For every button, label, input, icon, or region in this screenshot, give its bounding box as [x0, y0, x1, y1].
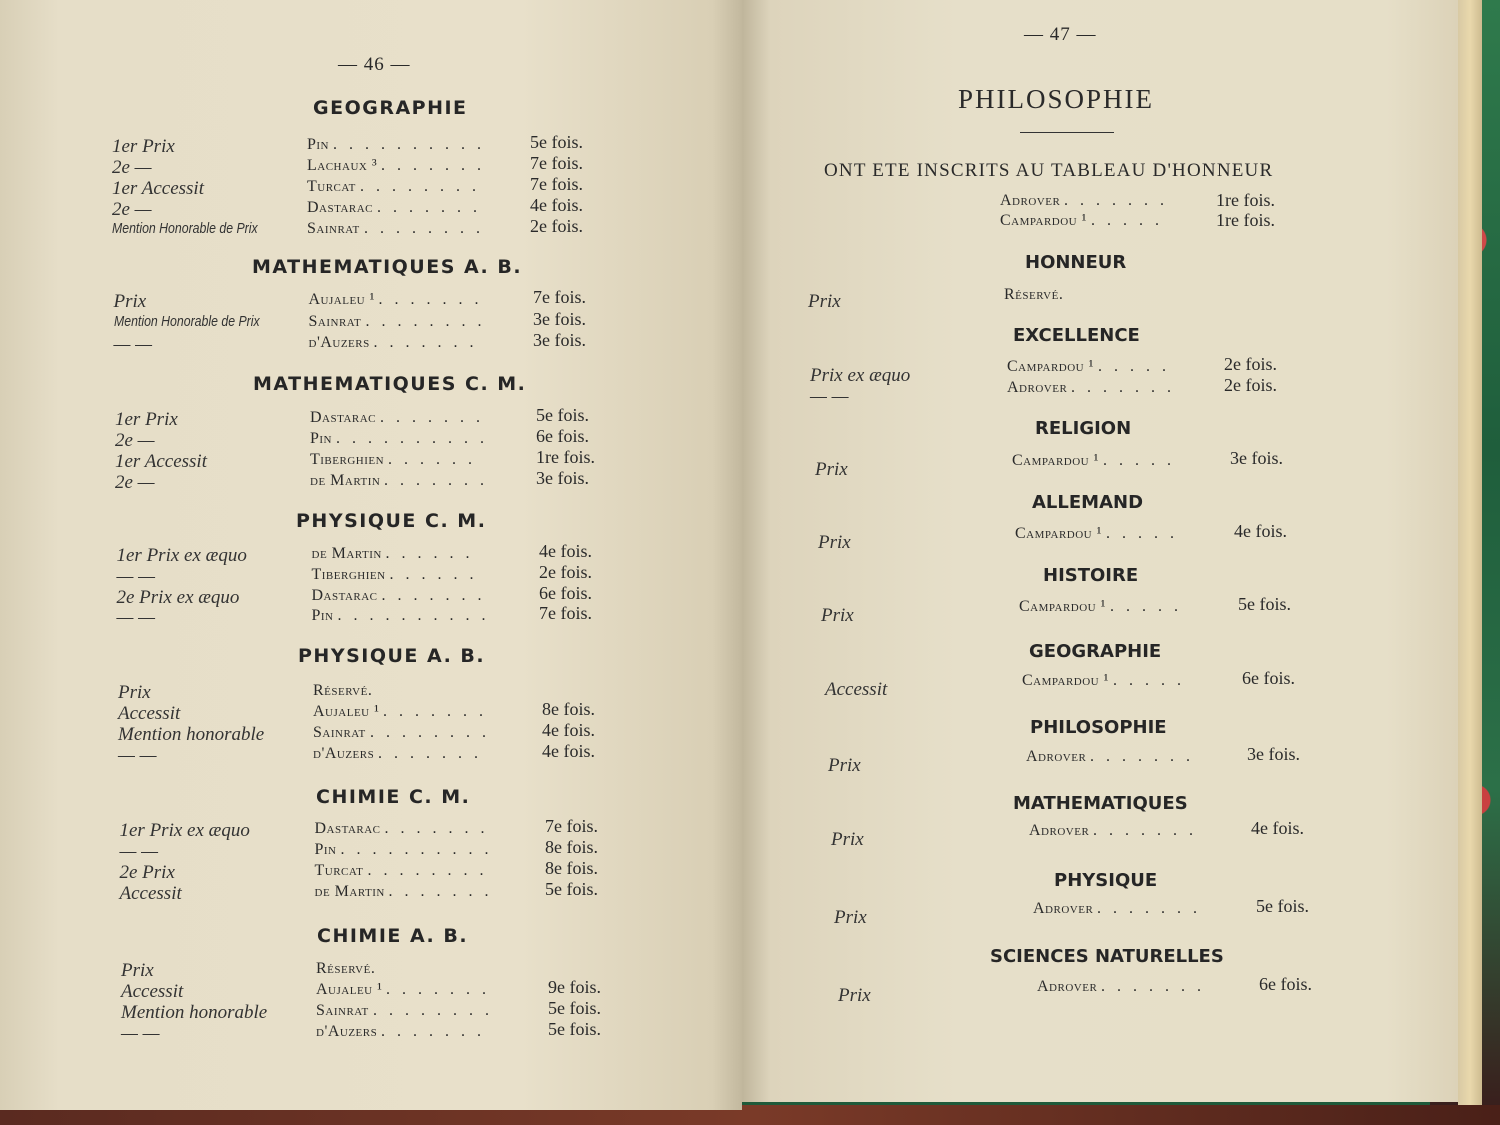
leader-dots: . . . . . . .	[381, 587, 486, 604]
leader-dots: . . . . . . .	[373, 334, 478, 351]
leader-dots: . . . . . . .	[384, 472, 488, 489]
student-name: Lachaux ³	[307, 157, 378, 174]
student-name: Sainrat	[316, 1002, 369, 1019]
prize-label: 1er Accessit	[112, 178, 204, 199]
leader-dots: . . . . . . . .	[365, 313, 486, 330]
student-name: Campardou ¹	[1019, 598, 1106, 615]
honor-roll-heading: ONT ETE INSCRITS AU TABLEAU D'HONNEUR	[824, 160, 1274, 181]
student-name: Réservé.	[1004, 286, 1064, 303]
title-rule	[1020, 132, 1114, 133]
prize-label: — —	[116, 607, 156, 628]
student-name: Adrover	[1033, 900, 1094, 917]
prize-label: 2e —	[115, 472, 155, 493]
leader-dots: . . . . .	[1091, 212, 1163, 229]
prize-label: — —	[810, 386, 849, 407]
student-name: Dastarac	[310, 409, 377, 426]
times-count: 6e fois.	[536, 426, 589, 446]
leader-dots: . . . . . . .	[381, 157, 485, 174]
prize-label: Prix	[831, 829, 864, 850]
student-name: Réservé.	[313, 682, 373, 699]
prize-label: Prix	[821, 605, 854, 626]
page-edge	[1458, 0, 1482, 1105]
student-name: Sainrat	[307, 220, 360, 237]
student-name: Campardou ¹	[1012, 452, 1099, 469]
times-count: 2e fois.	[1224, 354, 1277, 374]
times-count: 3e fois.	[1230, 448, 1283, 468]
prize-label: 2e Prix ex æquo	[116, 587, 240, 608]
times-count: 4e fois.	[542, 720, 595, 740]
student-name: Campardou ¹	[1007, 358, 1094, 375]
prize-label: Prix	[818, 532, 851, 553]
times-count: 8e fois.	[545, 837, 598, 857]
prize-label: Mention honorable	[118, 724, 265, 745]
times-count: 4e fois.	[542, 741, 595, 761]
prize-label: — —	[116, 566, 156, 587]
prize-label: — —	[121, 1023, 160, 1044]
prize-label: Mention honorable	[121, 1002, 268, 1023]
leader-dots: . . . . . . .	[1090, 748, 1194, 765]
section-title: MATHEMATIQUES	[1013, 793, 1188, 814]
times-count: 1re fois.	[1216, 210, 1275, 230]
leader-dots: . . . . . . .	[378, 291, 483, 308]
leader-dots: . . . . . . .	[1071, 379, 1175, 396]
prize-label: Accessit	[118, 703, 181, 724]
times-count: 7e fois.	[530, 153, 583, 173]
student-name: Turcat	[307, 178, 356, 195]
times-count: 7e fois.	[533, 287, 586, 307]
student-name: Turcat	[314, 862, 364, 879]
leader-dots: . . . . . . .	[1064, 192, 1168, 209]
leader-dots: . . . . . . .	[388, 883, 493, 900]
times-count: 5e fois.	[548, 1019, 601, 1039]
leader-dots: . . . . . .	[385, 545, 474, 562]
section-title: HONNEUR	[1025, 252, 1127, 273]
leader-dots: . . . . . . . . . .	[337, 607, 490, 624]
times-count: 8e fois.	[542, 699, 595, 719]
prize-label: 1er Prix	[115, 409, 178, 430]
times-count: 6e fois.	[1242, 668, 1295, 688]
student-name: Adrover	[1026, 748, 1087, 765]
student-name: d'Auzers	[316, 1023, 378, 1040]
times-count: 5e fois.	[536, 405, 589, 425]
student-name: Aujaleu ¹	[313, 703, 380, 720]
times-count: 2e fois.	[1224, 375, 1277, 395]
prize-label: Mention Honorable de Prix	[112, 220, 258, 237]
prize-label: Prix	[834, 907, 867, 928]
leader-dots: . . . . . . . .	[373, 1002, 493, 1019]
times-count: 4e fois.	[530, 195, 583, 215]
times-count: 1re fois.	[1216, 190, 1275, 210]
section-title: CHIMIE A. B.	[317, 925, 469, 947]
prize-label: — —	[119, 841, 159, 862]
leader-dots: . . . . . . . .	[360, 178, 480, 195]
section-title: GEOGRAPHIE	[1029, 641, 1162, 662]
student-name: Pin	[310, 430, 333, 447]
student-name: Aujaleu ¹	[308, 291, 375, 308]
section-title: MATHEMATIQUES A. B.	[252, 256, 523, 278]
prize-label: 1er Prix ex æquo	[119, 820, 250, 841]
student-name: Tiberghien	[311, 566, 386, 583]
times-count: 9e fois.	[548, 977, 601, 997]
section-title: PHYSIQUE A. B.	[298, 645, 486, 667]
student-name: Sainrat	[313, 724, 366, 741]
prize-label: 2e —	[112, 157, 152, 178]
leader-dots: . . . . . . . . . .	[333, 136, 485, 153]
prize-label: Accessit	[121, 981, 184, 1002]
leader-dots: . . . . .	[1113, 672, 1185, 689]
times-count: 5e fois.	[1238, 594, 1291, 614]
section-title: ALLEMAND	[1032, 492, 1144, 513]
prize-label: Prix	[121, 960, 154, 981]
leader-dots: . . . . . .	[389, 566, 478, 583]
prize-label: Prix ex æquo	[810, 365, 911, 386]
prize-label: Prix	[113, 291, 147, 312]
leader-dots: . . . . . . .	[1093, 822, 1197, 839]
student-name: d'Auzers	[313, 745, 375, 762]
student-name: Pin	[307, 136, 330, 153]
student-name: Réservé.	[316, 960, 376, 977]
student-name: Pin	[311, 607, 334, 624]
student-name: Adrover	[1029, 822, 1090, 839]
prize-label: — —	[118, 745, 157, 766]
times-count: 5e fois.	[545, 879, 598, 899]
leader-dots: . . . . . . . .	[364, 220, 484, 237]
leader-dots: . . . . .	[1106, 525, 1178, 542]
times-count: 4e fois.	[539, 541, 592, 561]
leader-dots: . . . . . . .	[384, 820, 489, 837]
leader-dots: . . . . . . .	[377, 199, 481, 216]
section-title: PHYSIQUE	[1054, 870, 1158, 891]
section-title: HISTOIRE	[1043, 565, 1139, 586]
leader-dots: . . . . .	[1110, 598, 1182, 615]
prize-label: 2e Prix	[119, 862, 175, 883]
prize-label: Mention Honorable de Prix	[113, 313, 260, 330]
leader-dots: . . . . . . .	[1101, 978, 1205, 995]
times-count: 8e fois.	[545, 858, 598, 878]
student-name: de Martin	[310, 472, 381, 489]
prize-label: Prix	[808, 291, 841, 312]
times-count: 3e fois.	[533, 330, 586, 350]
student-name: Campardou ¹	[1000, 212, 1087, 229]
section-title: SCIENCES NATURELLES	[990, 946, 1224, 967]
leader-dots: . . . . . . .	[383, 703, 487, 720]
page-title: PHILOSOPHIE	[958, 84, 1155, 114]
prize-label: Prix	[118, 682, 151, 703]
student-name: Adrover	[1007, 379, 1068, 396]
prize-label: Accessit	[825, 679, 888, 700]
prize-label: Prix	[838, 985, 871, 1006]
student-name: Adrover	[1037, 978, 1098, 995]
times-count: 6e fois.	[1259, 974, 1312, 994]
section-title: RELIGION	[1035, 418, 1132, 439]
leader-dots: . . . . . . .	[381, 1023, 485, 1040]
times-count: 3e fois.	[536, 468, 589, 488]
times-count: 5e fois.	[1256, 896, 1309, 916]
times-count: 7e fois.	[545, 816, 598, 836]
leader-dots: . . . . .	[1103, 452, 1175, 469]
leader-dots: . . . . . . . .	[370, 724, 490, 741]
leader-dots: . . . . . . . . . .	[336, 430, 488, 447]
prize-label: — —	[113, 334, 153, 355]
prize-label: Accessit	[119, 883, 182, 904]
prize-label: Prix	[828, 755, 861, 776]
section-title: PHILOSOPHIE	[1030, 717, 1167, 738]
times-count: 5e fois.	[530, 132, 583, 152]
page-number: — 46 —	[338, 54, 411, 75]
leader-dots: . . . . . . .	[378, 745, 482, 762]
student-name: Adrover	[1000, 192, 1061, 209]
student-name: Dastarac	[307, 199, 374, 216]
section-title: EXCELLENCE	[1013, 325, 1140, 346]
section-title: GEOGRAPHIE	[313, 97, 468, 119]
leader-dots: . . . . . . . .	[367, 862, 488, 879]
section-title: PHYSIQUE C. M.	[296, 510, 487, 532]
section-title: MATHEMATIQUES C. M.	[253, 373, 527, 395]
prize-label: 2e —	[112, 199, 152, 220]
right-page	[742, 0, 1458, 1102]
prize-label: 1er Prix ex æquo	[116, 545, 247, 566]
leader-dots: . . . . . .	[388, 451, 476, 468]
leader-dots: . . . . . . .	[1097, 900, 1201, 917]
leader-dots: . . . . . . . . . .	[340, 841, 493, 858]
prize-label: Prix	[815, 459, 848, 480]
leader-dots: . . . . . . .	[380, 409, 484, 426]
left-page	[0, 0, 742, 1110]
times-count: 7e fois.	[539, 603, 592, 623]
student-name: de Martin	[311, 545, 382, 562]
student-name: de Martin	[314, 883, 385, 900]
student-name: Sainrat	[308, 313, 362, 330]
student-name: Dastarac	[311, 587, 378, 604]
times-count: 4e fois.	[1234, 521, 1287, 541]
times-count: 4e fois.	[1251, 818, 1304, 838]
times-count: 2e fois.	[530, 216, 583, 236]
student-name: Dastarac	[314, 820, 381, 837]
student-name: Aujaleu ¹	[316, 981, 383, 998]
prize-label: 2e —	[115, 430, 155, 451]
leader-dots: . . . . . . .	[386, 981, 490, 998]
student-name: Tiberghien	[310, 451, 385, 468]
student-name: Campardou ¹	[1015, 525, 1102, 542]
times-count: 2e fois.	[539, 562, 592, 582]
student-name: Pin	[314, 841, 337, 858]
student-name: d'Auzers	[308, 334, 370, 351]
times-count: 7e fois.	[530, 174, 583, 194]
times-count: 1re fois.	[536, 447, 595, 467]
section-title: CHIMIE C. M.	[316, 786, 471, 808]
page-number: — 47 —	[1024, 24, 1097, 45]
prize-label: 1er Prix	[112, 136, 175, 157]
times-count: 3e fois.	[533, 309, 586, 329]
prize-label: 1er Accessit	[115, 451, 207, 472]
times-count: 6e fois.	[539, 583, 592, 603]
leader-dots: . . . . .	[1098, 358, 1170, 375]
times-count: 5e fois.	[548, 998, 601, 1018]
times-count: 3e fois.	[1247, 744, 1300, 764]
student-name: Campardou ¹	[1022, 672, 1109, 689]
